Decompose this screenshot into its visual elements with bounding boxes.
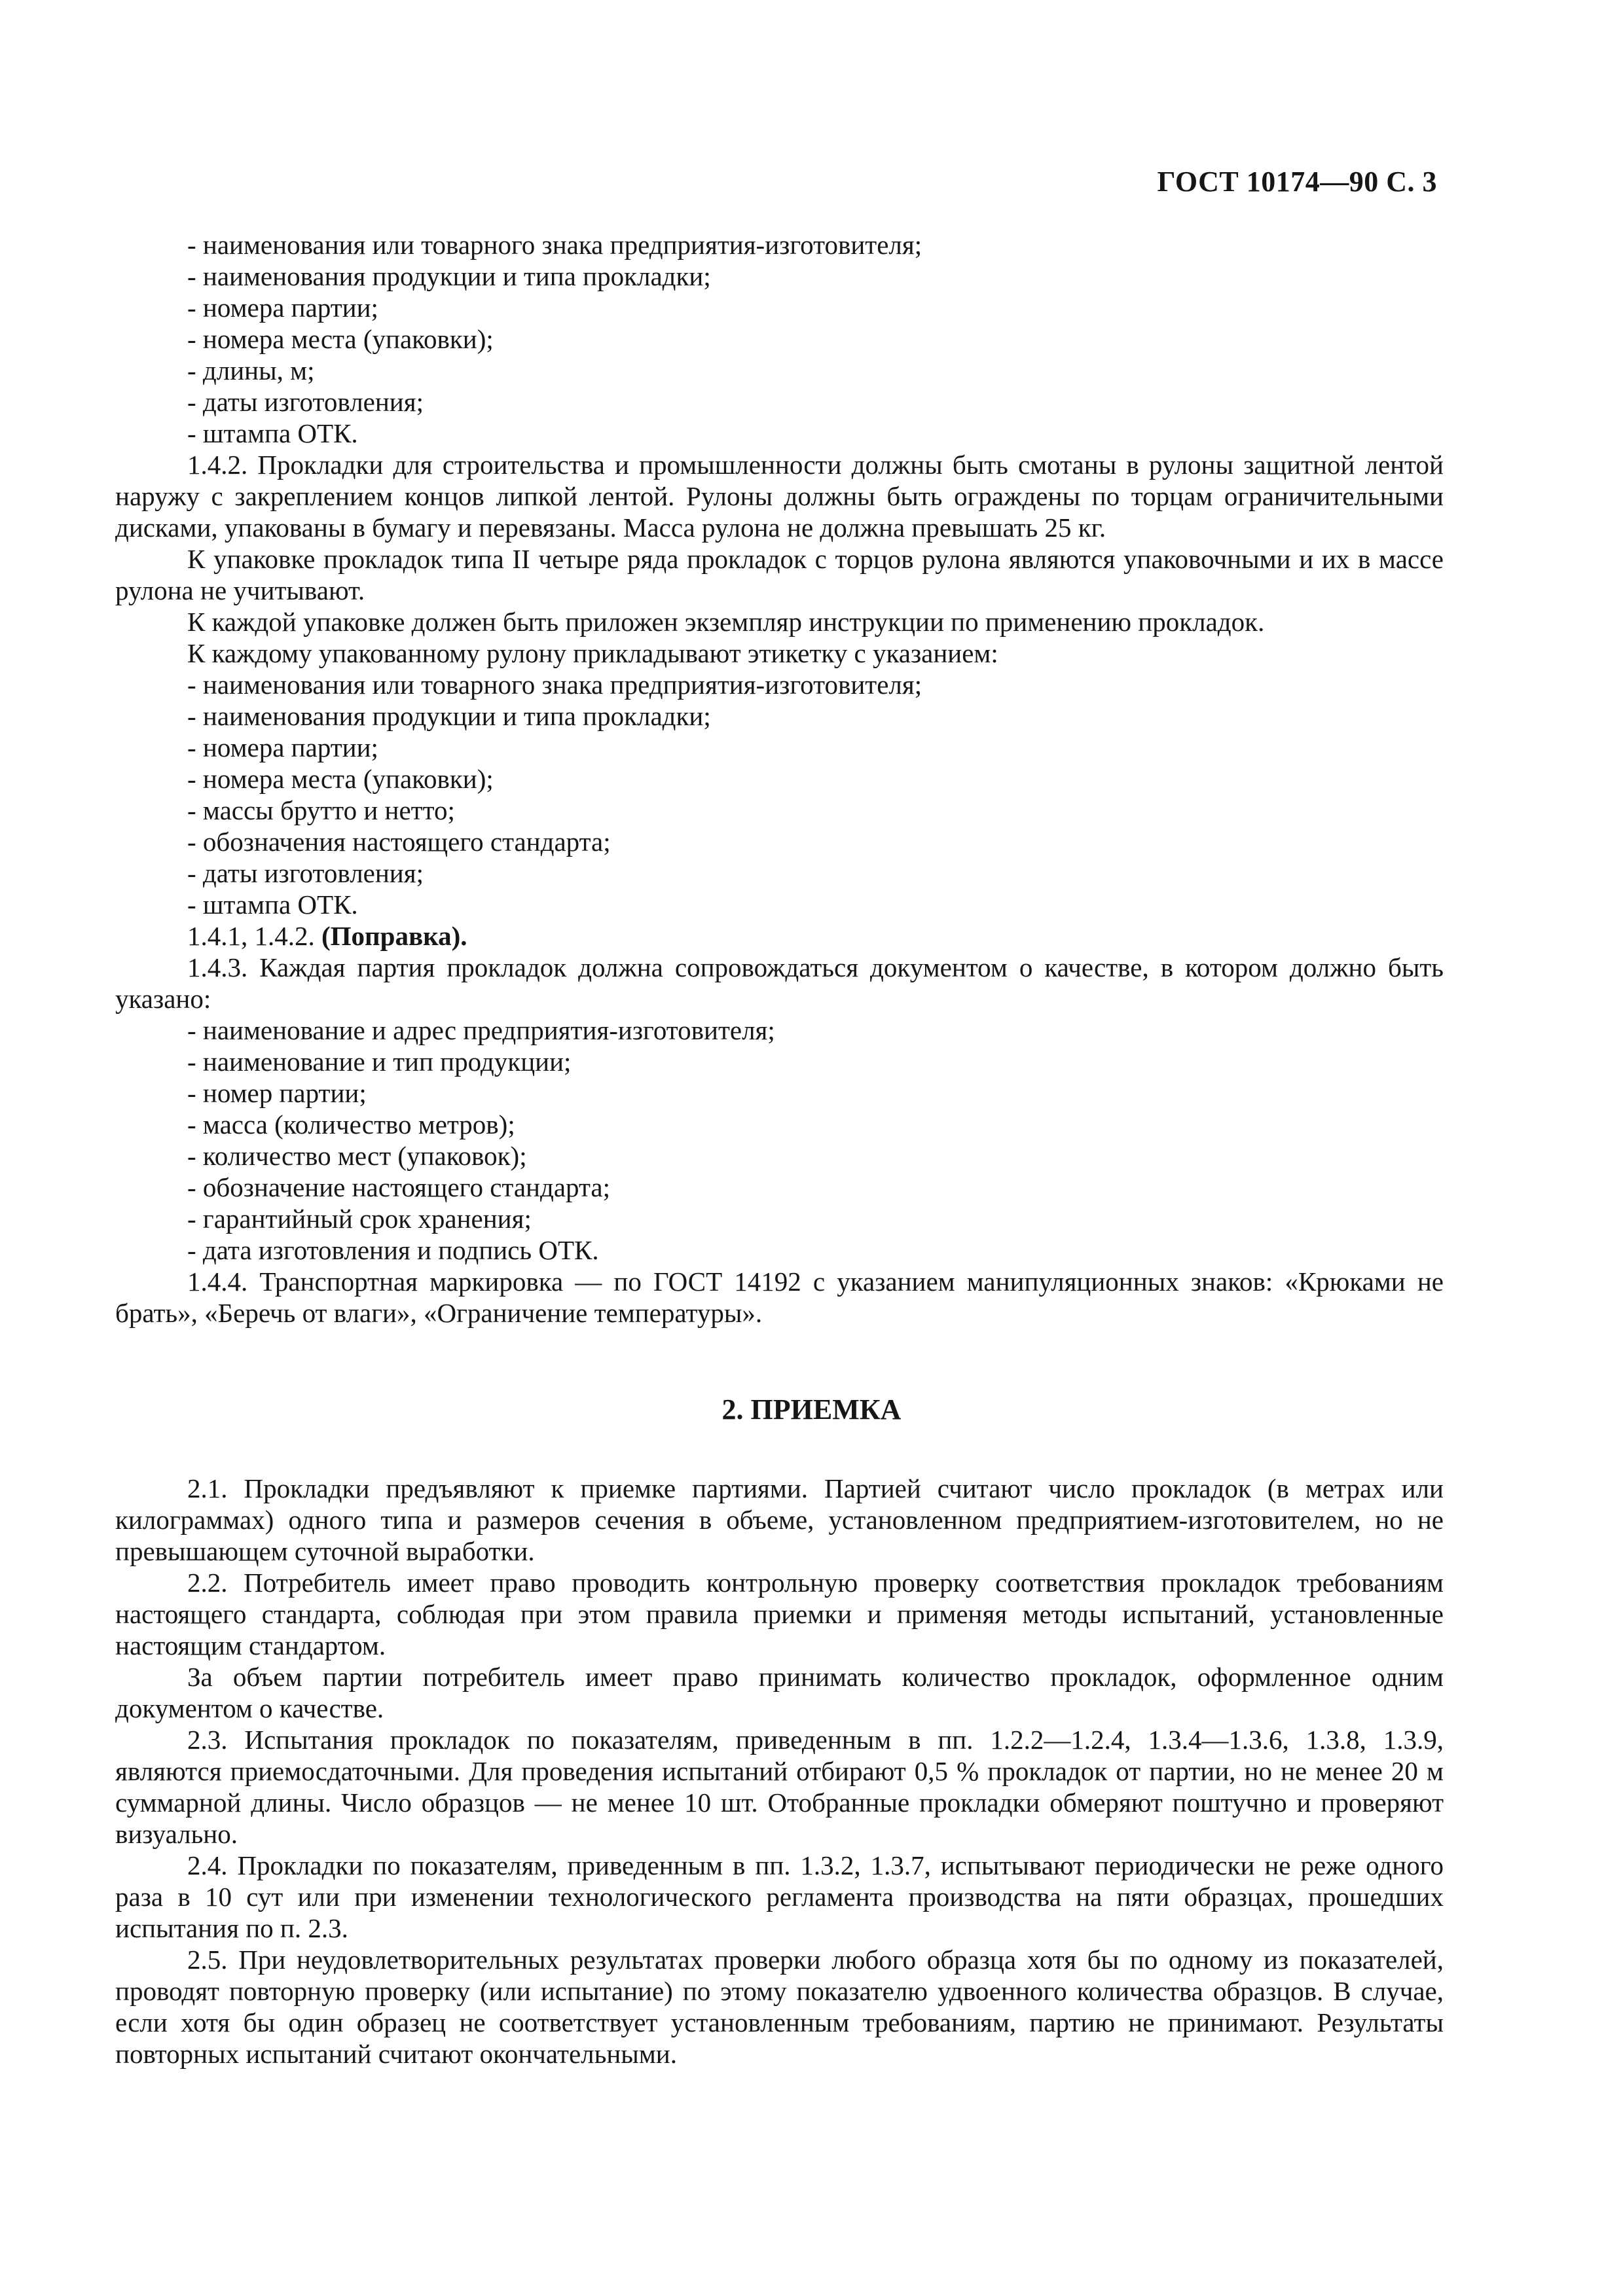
list-item: - номера места (упаковки);: [187, 324, 494, 354]
paragraph-2-5: 2.5. При неудовлетворительных результатах проверки любого образца хотя бы по одному из показателей, проводят повторную проверку (или испытание) по этому показателю удвоенного количества образцов. В случае, если хотя бы один образец не соответствует установленным требованиям, партию не принимают. Результаты повторных испытаний считают окончательными.: [115, 1945, 1444, 2069]
amendment-prefix: 1.4.1, 1.4.2.: [187, 921, 321, 951]
list-item: - номер партии;: [187, 1078, 367, 1108]
amendment-label: (Поправка).: [321, 921, 467, 951]
paragraph-1-4-3: 1.4.3. Каждая партия прокладок должна сопровождаться документом о качестве, в котором должно быть указано:: [115, 952, 1444, 1014]
amendment-note: [115, 920, 1444, 952]
paragraph-2-1: 2.1. Прокладки предъявляют к приемке партиями. Партией считают число прокладок (в метрах или килограммах) одного типа и размеров сечения в объеме, установленном предприятием-изготовителем, но не превышающем суточной выработки.: [115, 1473, 1444, 1566]
paragraph-2-3: 2.3. Испытания прокладок по показателям, приведенным в пп. 1.2.2—1.2.4, 1.3.4—1.3.6, 1.3.8, 1.3.9, являются приемосдаточными. Для проведения испытаний отбирают 0,5 % прокладок от партии, но не менее 20 м суммарной длины. Число образцов — не менее 10 шт. Отобранные прокладки обмеряют поштучно и проверяют визуально.: [115, 1725, 1444, 1849]
list-item: - наименования или товарного знака предприятия-изготовителя;: [187, 670, 922, 700]
marking-list-2: [115, 669, 1444, 920]
quality-document-list: [115, 1014, 1444, 1266]
paragraph-2-2: 2.2. Потребитель имеет право проводить контрольную проверку соответствия прокладок требованиям настоящего стандарта, соблюдая при этом правила приемки и применяя методы испытаний, установленные настоящим стандартом.: [115, 1568, 1444, 1660]
list-item: - наименования или товарного знака предприятия-изготовителя;: [187, 230, 922, 260]
list-item: - количество мест (упаковок);: [187, 1141, 527, 1171]
list-item: - штампа ОТК.: [187, 418, 358, 448]
marking-section: [115, 229, 1444, 1329]
marking-list-1: [115, 229, 1444, 449]
paragraph-type-ii: К упаковке прокладок типа II четыре ряда прокладок с торцов рулона являются упаковочными и их в массе рулона не учитывают.: [115, 544, 1444, 605]
list-item: - номера места (упаковки);: [187, 764, 494, 794]
list-item: - наименование и адрес предприятия-изготовителя;: [187, 1015, 775, 1045]
list-item: - даты изготовления;: [187, 387, 424, 417]
list-item: - наименования продукции и типа прокладки;: [187, 261, 711, 291]
list-item: - гарантийный срок хранения;: [187, 1204, 532, 1234]
list-item: - номера партии;: [187, 293, 378, 323]
list-item: - даты изготовления;: [187, 858, 424, 888]
list-item: - наименование и тип продукции;: [187, 1047, 572, 1077]
paragraph-1-4-2: 1.4.2. Прокладки для строительства и промышленности должны быть смотаны в рулоны защитной лентой наружу с закреплением концов липкой лентой. Рулоны должны быть ограждены по торцам ограничительными дисками, упакованы в бумагу и перевязаны. Масса рулона не должна превышать 25 кг.: [115, 450, 1444, 543]
list-item: - номера партии;: [187, 732, 378, 762]
paragraph-instruction: К каждой упаковке должен быть приложен экземпляр инструкции по применению прокладок.: [187, 607, 1265, 637]
list-item: - массы брутто и нетто;: [187, 795, 455, 825]
paragraph-1-4-4: 1.4.4. Транспортная маркировка — по ГОСТ 14192 с указанием манипуляционных знаков: «Крюками не брать», «Беречь от влаги», «Ограничение температуры».: [115, 1266, 1444, 1328]
running-header: ГОСТ 10174—90 С. 3: [1157, 166, 1437, 198]
list-item: - масса (количество метров);: [187, 1109, 515, 1139]
list-item: - штампа ОТК.: [187, 889, 358, 920]
paragraph-2-2-b: За объем партии потребитель имеет право принимать количество прокладок, оформленное одним документом о качестве.: [115, 1662, 1444, 1723]
list-item: - длины, м;: [187, 355, 315, 386]
list-item: - обозначения настоящего стандарта;: [187, 827, 611, 857]
acceptance-section: [115, 1473, 1444, 2070]
section-title-acceptance: 2. ПРИЕМКА: [721, 1393, 902, 1426]
paragraph-2-4: 2.4. Прокладки по показателям, приведенным в пп. 1.3.2, 1.3.7, испытывают периодически не реже одного раза в 10 сут или при изменении технологического регламента производства на пяти образцах, прошедших испытания по п. 2.3.: [115, 1850, 1444, 1943]
paragraph-label: К каждому упакованному рулону прикладывают этикетку с указанием:: [187, 638, 998, 668]
list-item: - дата изготовления и подпись ОТК.: [187, 1235, 599, 1265]
list-item: - обозначение настоящего стандарта;: [187, 1172, 610, 1202]
list-item: - наименования продукции и типа прокладки;: [187, 701, 711, 731]
